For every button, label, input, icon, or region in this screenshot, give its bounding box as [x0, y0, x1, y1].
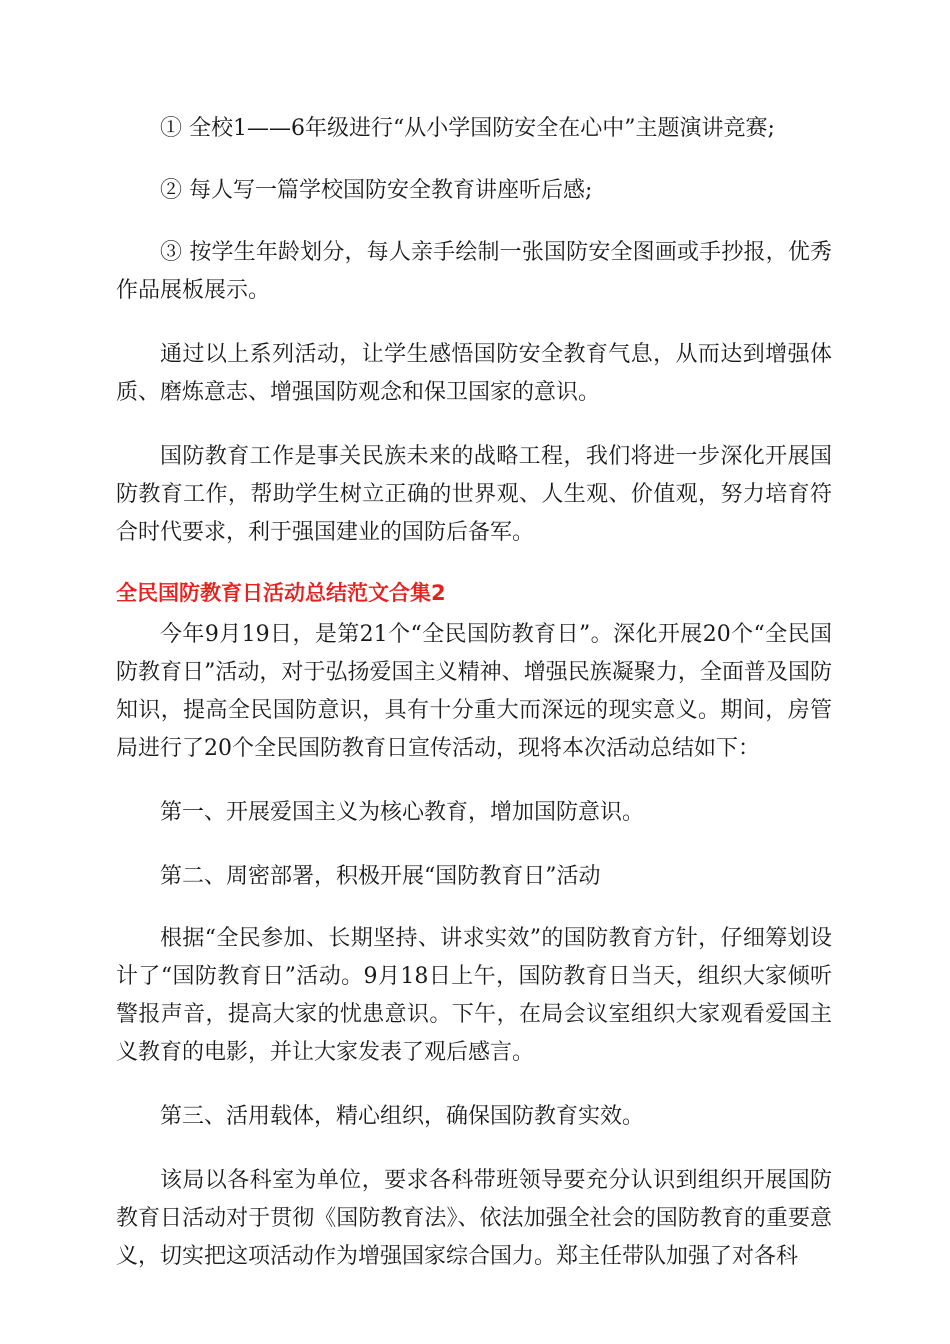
section-heading: 全民国防教育日活动总结范文合集2 [116, 581, 446, 605]
paragraph-point-2-detail: 根据“全民参加、长期坚持、讲求实效”的国防教育方针，仔细筹划设计了“国防教育日”活动。9月18日上午，国防教育日当天，组织大家倾听警报声音，提高大家的忧患意识。下午，在局会议室组织大家观看爱国主义教育的电影，并让大家发表了观后感言。 [116, 926, 832, 1065]
paragraph-conclusion: 国防教育工作是事关民族未来的战略工程，我们将进一步深化开展国防教育工作，帮助学生树立正确的世界观、人生观、价值观，努力培育符合时代要求，利于强国建业的国防后备军。 [116, 444, 832, 545]
paragraph-summary: 通过以上系列活动，让学生感悟国防安全教育气息，从而达到增强体质、磨炼意志、增强国防观念和保卫国家的意识。 [116, 342, 832, 405]
paragraph-point-3: 第三、活用载体，精心组织，确保国防教育实效。 [160, 1104, 645, 1129]
paragraph-point-3-detail: 该局以各科室为单位，要求各科带班领导要充分认识到组织开展国防教育日活动对于贯彻《国防教育法》、依法加强全社会的国防教育的重要意义，切实把这项活动作为增强国家综合国力。郑主任带队加强了对各科 [116, 1168, 832, 1269]
paragraph-activity-1: ① 全校1——6年级进行“从小学国防安全在心中”主题演讲竞赛; [160, 116, 775, 141]
paragraph-activity-3: ③ 按学生年龄划分，每人亲手绘制一张国防安全图画或手抄报，优秀作品展板展示。 [116, 240, 832, 303]
paragraph-point-1: 第一、开展爱国主义为核心教育，增加国防意识。 [160, 800, 645, 825]
document-body [116, 110, 832, 1302]
paragraph-point-2: 第二、周密部署，积极开展“国防教育日”活动 [160, 864, 601, 889]
paragraph-intro: 今年9月19日，是第21个“全民国防教育日”。深化开展20个“全民国防教育日”活动，对于弘扬爱国主义精神、增强民族凝聚力，全面普及国防知识，提高全民国防意识，具有十分重大而深远的现实意义。期间，房管局进行了20个全民国防教育日宣传活动，现将本次活动总结如下： [116, 622, 832, 761]
paragraph-activity-2: ② 每人写一篇学校国防安全教育讲座听后感; [160, 178, 593, 203]
